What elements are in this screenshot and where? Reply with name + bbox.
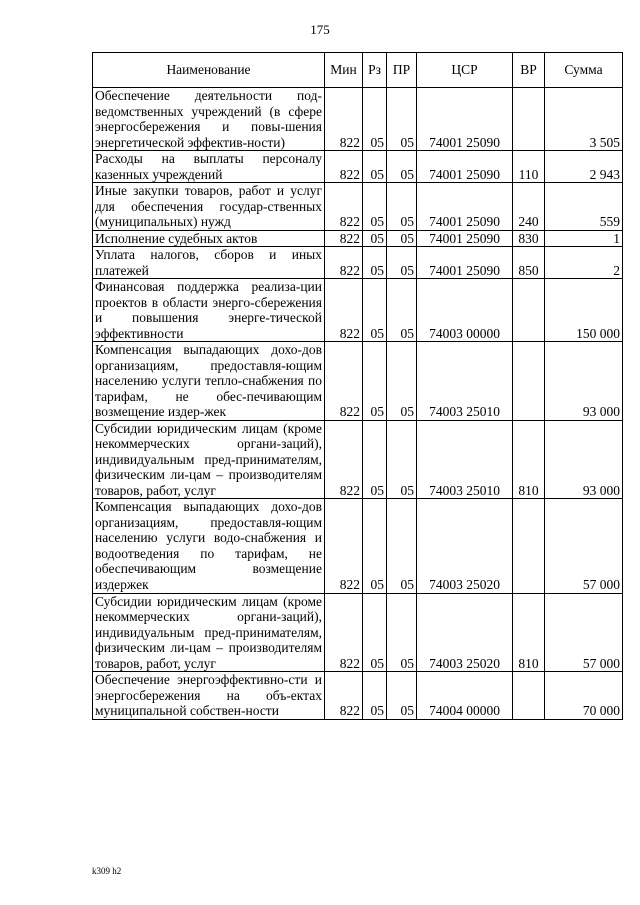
row-name-cell: Расходы на выплаты персоналу казенных учреждений [93,151,325,183]
row-min-cell: 822 [325,183,363,231]
row-min-cell: 822 [325,499,363,593]
row-pr-cell: 05 [387,593,417,672]
row-csr-cell: 74004 00000 [417,672,513,720]
row-min-cell: 822 [325,279,363,342]
table-row [93,672,623,720]
row-vr-cell [513,499,545,593]
row-min-cell: 822 [325,420,363,499]
table-row [93,279,623,342]
row-min-cell: 822 [325,88,363,151]
row-sum-cell: 1 [545,230,623,247]
row-sum-cell: 93 000 [545,342,623,421]
table-row [93,499,623,593]
row-name-cell: Компенсация выпадающих дохо-дов организациям, предоставля-ющим населению услуги водо-снабжения и водоотведения по тарифам, не обеспечивающим возмещение издержек [93,499,325,593]
row-vr-cell: 810 [513,593,545,672]
row-min-cell: 822 [325,151,363,183]
row-name-cell: Обеспечение деятельности под-ведомственных учреждений (в сфере энергосбережения и повы-шения энергетической эффектив-ности) [93,88,325,151]
table-header-row [93,53,623,88]
column-header-min: Мин [325,53,363,88]
row-sum-cell: 2 943 [545,151,623,183]
row-rz-cell: 05 [363,151,387,183]
column-header-vr: ВР [513,53,545,88]
row-csr-cell: 74003 25020 [417,593,513,672]
row-pr-cell: 05 [387,151,417,183]
row-csr-cell: 74001 25090 [417,247,513,279]
row-vr-cell [513,672,545,720]
table-row [93,420,623,499]
row-sum-cell: 2 [545,247,623,279]
row-sum-cell: 150 000 [545,279,623,342]
row-rz-cell: 05 [363,342,387,421]
table-row [93,88,623,151]
row-pr-cell: 05 [387,247,417,279]
row-rz-cell: 05 [363,279,387,342]
table-row [93,151,623,183]
row-vr-cell: 830 [513,230,545,247]
page-number: 175 [310,22,330,37]
budget-table [92,52,623,720]
row-sum-cell: 70 000 [545,672,623,720]
row-min-cell: 822 [325,672,363,720]
column-header-rz: Рз [363,53,387,88]
row-vr-cell [513,279,545,342]
column-header-sum: Сумма [545,53,623,88]
row-pr-cell: 05 [387,88,417,151]
footer-code: k309 h2 [92,866,122,876]
row-csr-cell: 74001 25090 [417,151,513,183]
row-vr-cell: 240 [513,183,545,231]
row-name-cell: Субсидии юридическим лицам (кроме некоммерческих органи-заций), индивидуальным пред-принимателям, физическим ли-цам – производителям товаров, работ, услуг [93,420,325,499]
row-csr-cell: 74001 25090 [417,183,513,231]
row-name-cell: Обеспечение энергоэффективно-сти и энергосбережения на объ-ектах муниципальной собствен-ности [93,672,325,720]
row-min-cell: 822 [325,342,363,421]
row-pr-cell: 05 [387,420,417,499]
row-csr-cell: 74003 00000 [417,279,513,342]
row-rz-cell: 05 [363,230,387,247]
row-sum-cell: 93 000 [545,420,623,499]
row-csr-cell: 74003 25010 [417,420,513,499]
row-name-cell: Уплата налогов, сборов и иных платежей [93,247,325,279]
table-row [93,183,623,231]
row-csr-cell: 74001 25090 [417,88,513,151]
column-header-csr: ЦСР [417,53,513,88]
row-rz-cell: 05 [363,247,387,279]
row-csr-cell: 74003 25020 [417,499,513,593]
row-pr-cell: 05 [387,499,417,593]
row-csr-cell: 74003 25010 [417,342,513,421]
row-sum-cell: 57 000 [545,499,623,593]
row-vr-cell [513,342,545,421]
row-rz-cell: 05 [363,420,387,499]
table-row [93,593,623,672]
row-name-cell: Иные закупки товаров, работ и услуг для обеспечения государ-ственных (муниципальных) нужд [93,183,325,231]
table-row [93,230,623,247]
row-min-cell: 822 [325,230,363,247]
row-pr-cell: 05 [387,342,417,421]
row-rz-cell: 05 [363,88,387,151]
row-vr-cell: 850 [513,247,545,279]
row-sum-cell: 3 505 [545,88,623,151]
table-row [93,247,623,279]
row-csr-cell: 74001 25090 [417,230,513,247]
row-vr-cell: 110 [513,151,545,183]
row-name-cell: Финансовая поддержка реализа-ции проектов в области энерго-сбережения и повышения энерге-тической эффективности [93,279,325,342]
row-sum-cell: 559 [545,183,623,231]
row-rz-cell: 05 [363,672,387,720]
row-pr-cell: 05 [387,672,417,720]
column-header-pr: ПР [387,53,417,88]
row-vr-cell [513,88,545,151]
row-name-cell: Компенсация выпадающих дохо-дов организациям, предоставля-ющим населению услуги тепло-снабжения по тарифам, не обес-печивающим возмещение издер-жек [93,342,325,421]
column-header-name: Наименование [93,53,325,88]
row-name-cell: Субсидии юридическим лицам (кроме некоммерческих органи-заций), индивидуальным пред-принимателям, физическим ли-цам – производителям товаров, работ, услуг [93,593,325,672]
row-rz-cell: 05 [363,499,387,593]
row-rz-cell: 05 [363,183,387,231]
row-rz-cell: 05 [363,593,387,672]
row-pr-cell: 05 [387,230,417,247]
row-min-cell: 822 [325,247,363,279]
row-name-cell: Исполнение судебных актов [93,230,325,247]
row-sum-cell: 57 000 [545,593,623,672]
row-min-cell: 822 [325,593,363,672]
row-pr-cell: 05 [387,279,417,342]
row-vr-cell: 810 [513,420,545,499]
row-pr-cell: 05 [387,183,417,231]
table-row [93,342,623,421]
